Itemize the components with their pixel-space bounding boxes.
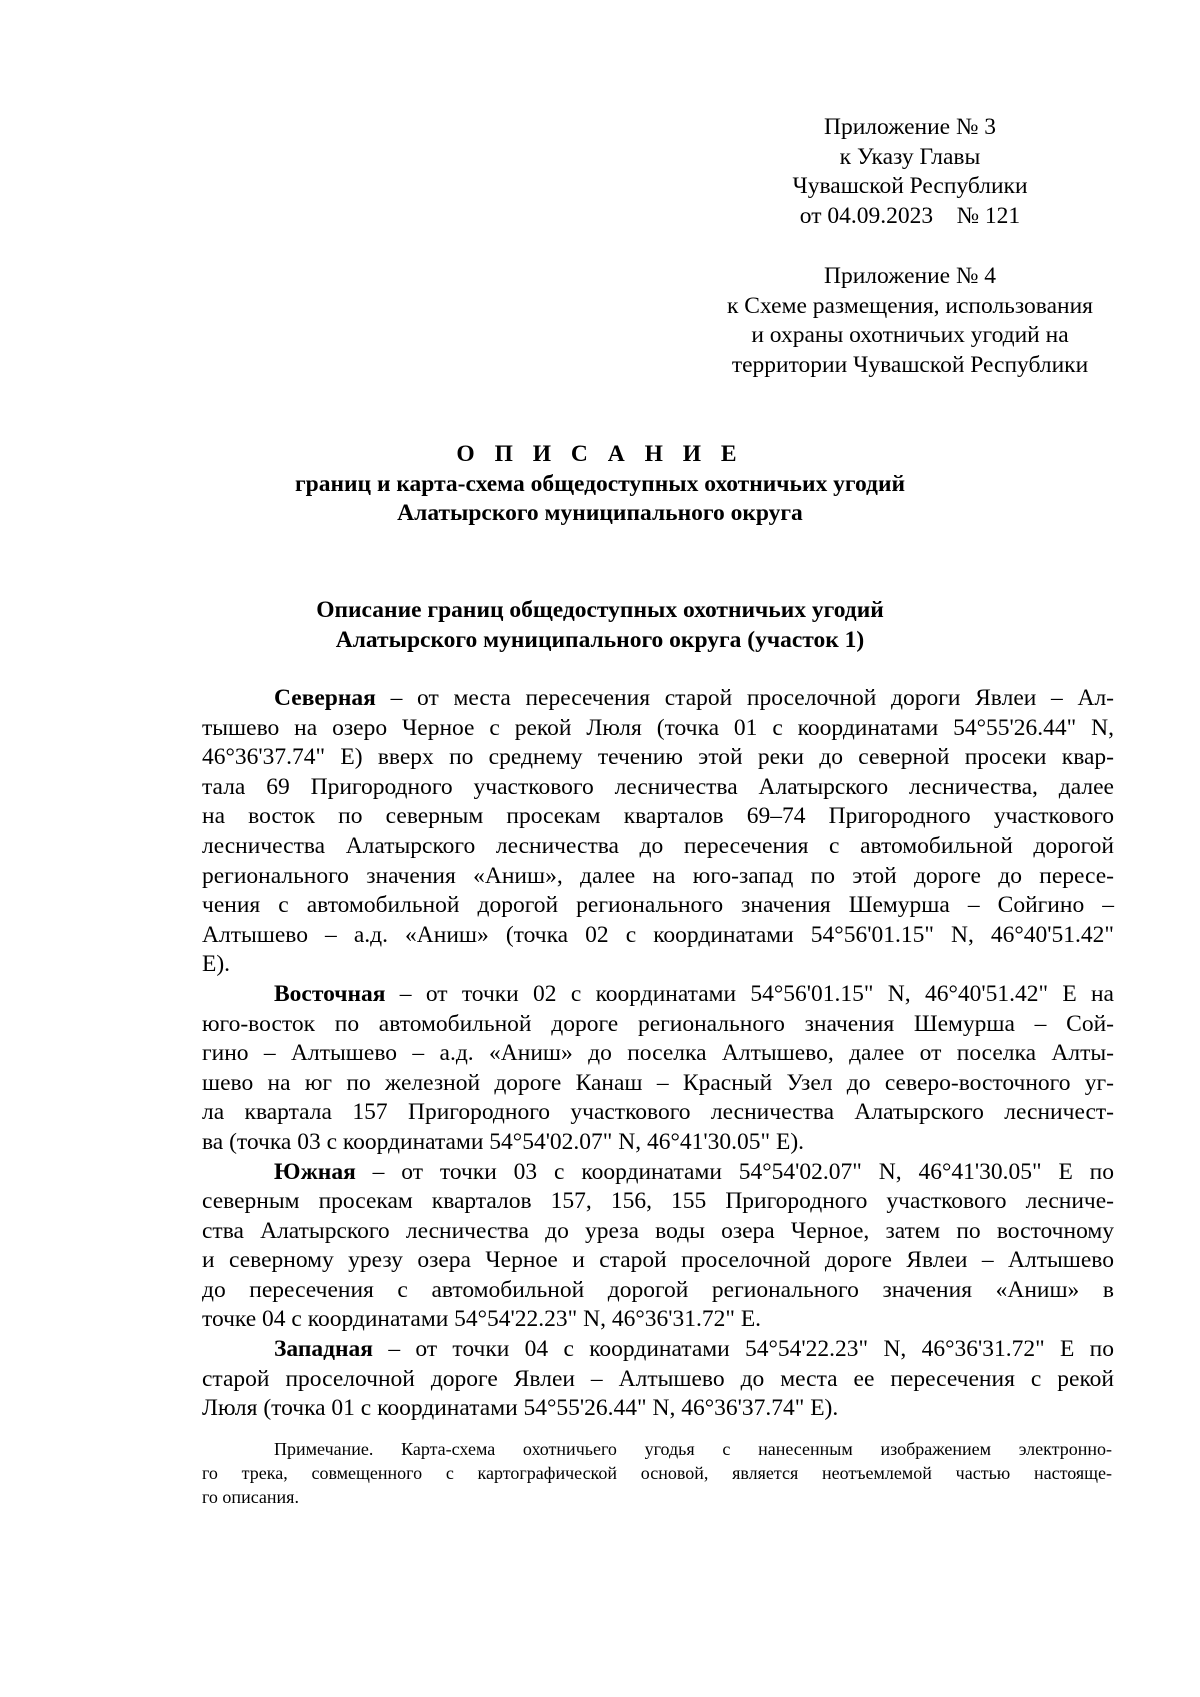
paragraph-label-south: Южная [274,1158,356,1185]
title-word: О П И С А Н И Е [456,441,744,467]
section-heading [0,596,1200,655]
paragraph-east-line: ла квартала 157 Пригородного участкового лесничества Алатырского лесничест- [202,1099,1114,1126]
title-line: Алатырского муниципального округа [397,500,803,526]
paragraph-west-line: Западная – от точки 04 с координатами 54°54'22.23" N, 46°36'31.72" E по [274,1336,1114,1363]
paragraph-south-line: и северному урезу озера Черное и старой проселочной дороге Явлеи – Алтышево [202,1247,1114,1274]
paragraph-east-line: Восточная – от точки 02 с координатами 54°56'01.15" N, 46°40'51.42" E на [274,980,1114,1007]
section-heading-line: Алатырского муниципального округа (участок 1) [335,626,865,653]
paragraph-south-line: северным просекам кварталов 157, 156, 155 Пригородного участкового лесниче- [202,1188,1114,1215]
paragraph-north-line: E). [202,951,231,978]
paragraph-east-line: шево на юг по железной дороге Канаш – Красный Узел до северо-восточного уг- [202,1069,1114,1096]
paragraph-east-line: гино – Алтышево – а.д. «Аниш» до поселка Алтышево, далее от поселка Алты- [202,1040,1114,1067]
paragraph-label-north: Северная [274,685,376,711]
annex-line: Приложение № 4 [823,263,997,289]
annex-line: к Схеме размещения, использования [727,292,1093,319]
paragraph-north-line: Северная – от места пересечения старой проселочной дороги Явлеи – Ал- [274,685,1114,711]
paragraph-north-line: лесничества Алатырского лесничества до пересечения с автомобильной дорогой [202,832,1114,859]
paragraph-north-line: чения с автомобильной дорогой регионального значения Шемурша – Сойгино – [202,892,1114,919]
boundary-description [202,684,1114,1424]
paragraph-north-line: на восток по северным просекам кварталов 69–74 Пригородного участкового [202,803,1114,830]
paragraph-east-line: ва (точка 03 с координатами 54°54'02.07" N, 46°41'30.05" E). [202,1128,805,1155]
note-line: го трека, совмещенного с картографической основой, является неотъемлемой частью настояще- [202,1463,1112,1483]
paragraph-north-line: 46°36'37.74" E) вверх по среднему течению этой реки до северной просеки квар- [202,744,1114,771]
document-title [0,440,1200,529]
paragraph-north-line: тышево на озеро Черное с рекой Люля (точка 01 с координатами 54°55'26.44" N, [202,714,1114,741]
paragraph-north-line: Алтышево – а.д. «Аниш» (точка 02 с координатами 54°56'01.15" N, 46°40'51.42" [202,921,1114,948]
paragraph-south-line: Южная – от точки 03 с координатами 54°54'02.07" N, 46°41'30.05" E по [274,1158,1114,1185]
paragraph-east-line: юго-восток по автомобильной дороге регионального значения Шемурша – Сой- [202,1010,1114,1037]
annex-line: к Указу Главы [839,143,981,170]
annex-3-reference [720,113,1100,231]
paragraph-north-line: регионального значения «Аниш», далее на юго-запад по этой дороге до пересе- [202,862,1114,889]
footnote [202,1437,1112,1509]
paragraph-south-line: до пересечения с автомобильной дорогой регионального значения «Аниш» в [202,1276,1114,1303]
annex-4-reference [680,262,1140,380]
note-line: го описания. [202,1487,299,1507]
paragraph-label-west: Западная [274,1336,374,1363]
paragraph-west-line: старой проселочной дороге Явлеи – Алтышево до места ее пересечения с рекой [202,1365,1114,1392]
annex-line: и охраны охотничьих угодий на [751,322,1069,348]
paragraph-label-east: Восточная [274,980,386,1007]
annex-line: Чувашской Республики [792,173,1028,199]
paragraph-north-line: тала 69 Пригородного участкового лесничества Алатырского лесничества, далее [202,773,1114,800]
note-line: Примечание. Карта-схема охотничьего угодья с нанесенным изображением электронно- [274,1439,1112,1459]
annex-line: территории Чувашской Республики [731,351,1089,378]
section-heading-line: Описание границ общедоступных охотничьих угодий [316,597,884,623]
annex-line: от 04.09.2023 № 121 [799,202,1021,229]
title-line: границ и карта-схема общедоступных охотничьих угодий [294,470,906,497]
annex-line: Приложение № 3 [823,114,997,140]
paragraph-west-line: Люля (точка 01 с координатами 54°55'26.44" N, 46°36'37.74" E). [202,1395,839,1422]
paragraph-south-line: ства Алатырского лесничества до уреза воды озера Черное, затем по восточному [202,1217,1114,1244]
paragraph-south-line: точке 04 с координатами 54°54'22.23" N, 46°36'31.72" E. [202,1306,762,1333]
